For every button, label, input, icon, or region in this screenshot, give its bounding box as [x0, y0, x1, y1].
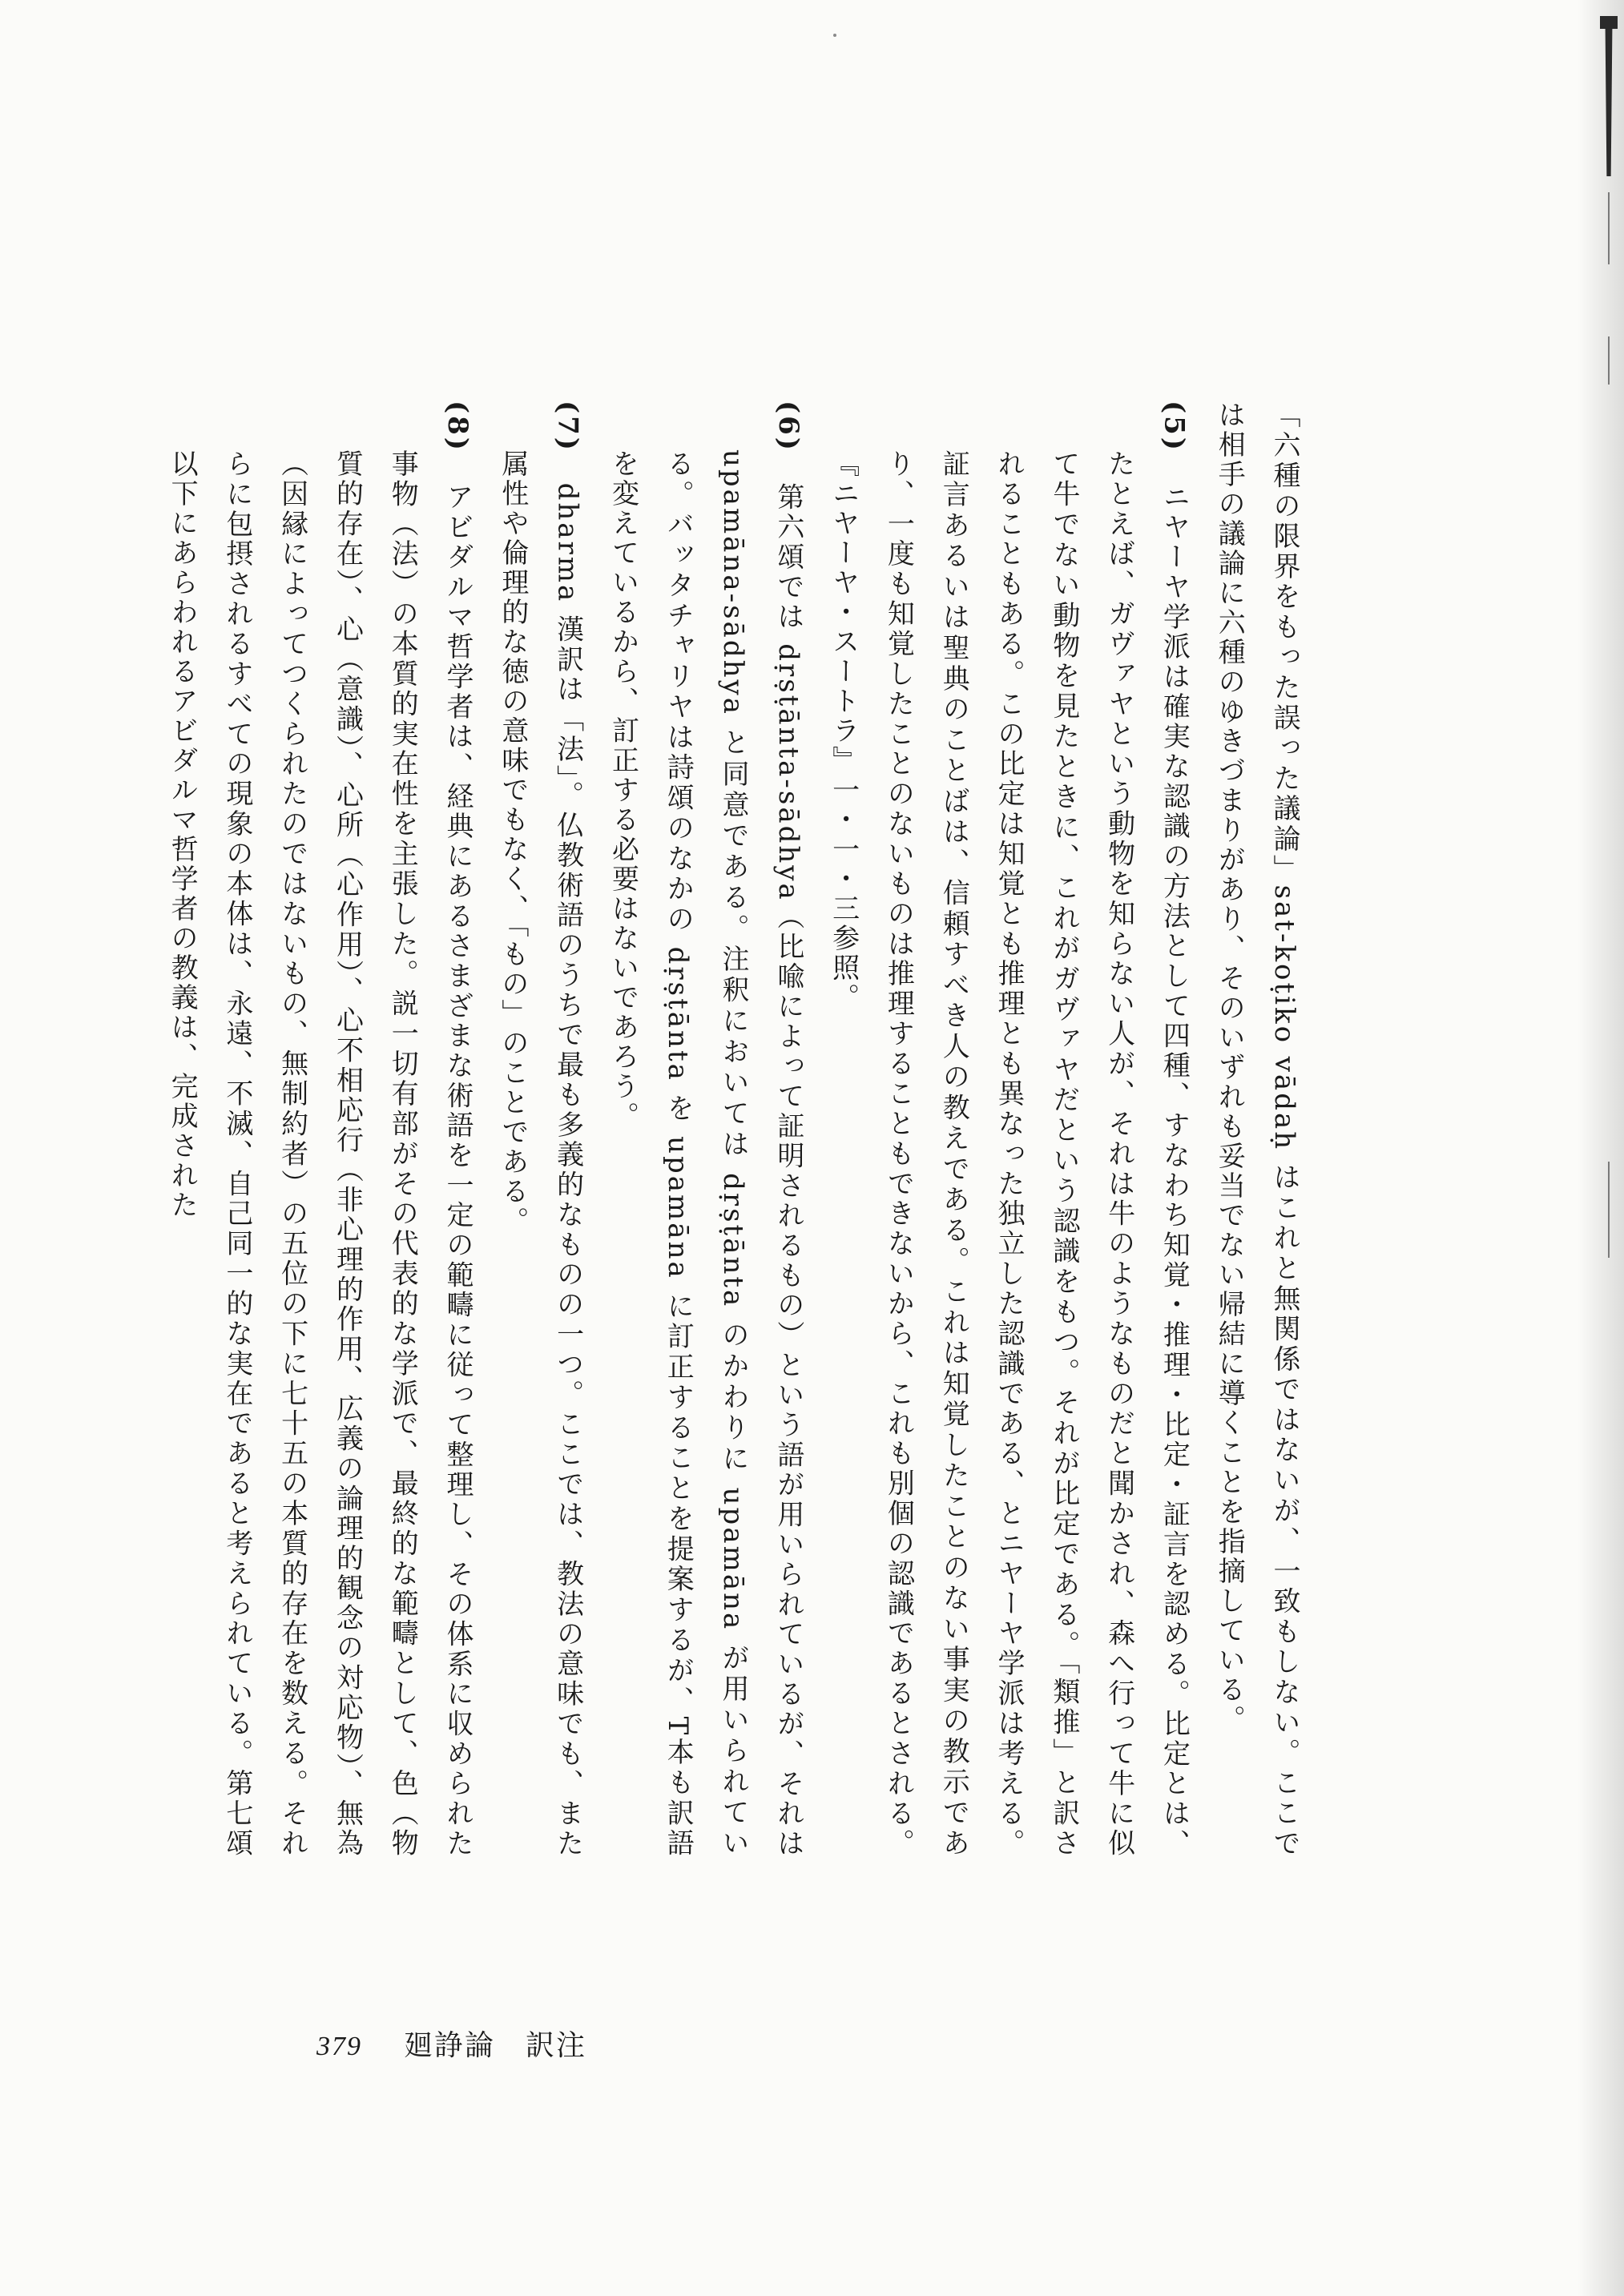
edge-line: [1608, 1162, 1610, 1258]
note-8: [154, 401, 485, 1859]
note-text: dharma 漢訳は「法」。仏教術語のうちで最も多義的なものの一つ。ここでは、教法の意味でも、また属性や倫理的な徳の意味でもなく、「もの」のことである。: [496, 449, 584, 1859]
running-title: 廻諍論 訳注: [404, 2029, 587, 2062]
page-footer: [316, 2023, 586, 2064]
note-continuation: [1201, 401, 1312, 1859]
note-marker: (5): [1158, 401, 1191, 453]
edge-line: [1608, 336, 1610, 385]
note-marker: (7): [551, 401, 584, 453]
note-text: ニヤーヤ学派は確実な認識の方法として四種、すなわち知覚・推理・比定・証言を認める。比定とは、たとえば、ガヴァヤという動物を知らない人が、それは牛のようなものだと聞かされ、森へ行って牛に似て牛でない動物を見たときに、これがガヴァヤだという認識をもつ。それが比定である。「類推」と訳されることもある。この比定は知覚とも推理とも異なった独立した認識である、とニヤーヤ学派は考える。証言あるいは聖典のことばは、信頼すべき人の教えである。これは知覚したことのない事実の教示であり、一度も知覚したことのないものは推理することもできないから、これも別個の認識であるとされる。『ニヤーヤ・スートラ』一・一・三参照。: [827, 449, 1191, 1859]
scan-edge-shadow: [1578, 0, 1624, 2296]
note-marker: (8): [441, 401, 474, 453]
note-text: アビダルマ哲学者は、経典にあるさまざまな術語を一定の範疇に従って整理し、その体系に収められた事物（法）の本質的実在性を主張した。説一切有部がその代表的な学派で、最終的な範疇として、色（物質的存在）、心（意識）、心所（心作用）、心不相応行（非心理的作用、広義の論理的観念の対応物）、無為（因縁によってつくられたのではないもの、無制約者）の五位の下に七十五の本質的存在を数える。それらに包摂されるすべての現象の本体は、永遠、不滅、自己同一的な実在であると考えられている。第七頌以下にあらわれるアビダルマ哲学者の教義は、完成された: [166, 449, 474, 1859]
note-7: [485, 401, 595, 1859]
note-marker: (6): [772, 401, 804, 453]
scan-speck: [833, 34, 836, 37]
note-text: 第六頌では dṛṣṭānta-sādhya（比喩によって証明されるもの）という語が用いられているが、それは upamāna-sādhya と同意である。注釈においては dṛṣṭānta のかわりに upamāna が用いられている。バッタチャリヤは詩頌のなかの dṛṣṭānta を upamāna に訂正することを提案するが、T本も訳語を変えているから、訂正する必要はないであろう。: [606, 449, 804, 1859]
note-6: [595, 401, 816, 1859]
note-5: [816, 401, 1202, 1859]
note-text: 「六種の限界をもった誤った議論」sat-koṭiko vādaḥ はこれと無関係ではないが、一致もしない。ここでは相手の議論に六種のゆきづまりがあり、そのいずれも妥当でない帰結に導くことを指摘している。: [1213, 401, 1300, 1859]
annotation-text-block: [154, 401, 1312, 1859]
page-number: 379: [316, 2032, 362, 2061]
edge-line: [1608, 192, 1610, 264]
